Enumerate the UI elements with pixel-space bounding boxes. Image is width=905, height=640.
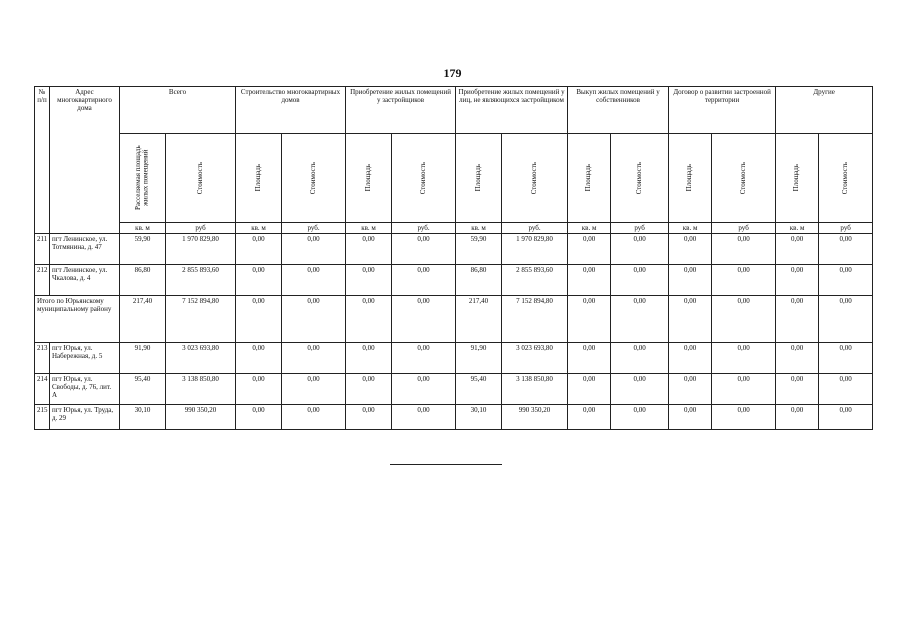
row-address: пгт Ленинское, ул. Тотмянина, д. 47	[50, 234, 120, 265]
table-row	[35, 343, 873, 374]
total-value: 217,40	[456, 296, 502, 343]
total-value: 0,00	[776, 296, 819, 343]
cell-value: 59,90	[456, 234, 502, 265]
cell-value: 0,00	[392, 405, 456, 430]
subheader-cell	[120, 134, 166, 223]
total-value: 0,00	[819, 296, 873, 343]
total-value: 0,00	[712, 296, 776, 343]
total-row	[35, 296, 873, 343]
cell-value: 0,00	[669, 343, 712, 374]
cell-value: 0,00	[776, 343, 819, 374]
subheader-cell	[392, 134, 456, 223]
cell-value: 0,00	[819, 374, 873, 405]
cell-value: 0,00	[819, 265, 873, 296]
row-num: 214	[35, 374, 50, 405]
total-value: 7 152 894,80	[502, 296, 568, 343]
cell-value: 0,00	[669, 265, 712, 296]
cell-value: 0,00	[819, 234, 873, 265]
subheader-label: Стоимость	[840, 161, 849, 195]
cell-value: 1 970 829,80	[166, 234, 236, 265]
header-group-development-agreement: Договор о развитии застроенной территории	[669, 87, 776, 134]
cell-value: 0,00	[392, 265, 456, 296]
subheader-label: Стоимость	[308, 161, 317, 195]
total-value: 0,00	[392, 296, 456, 343]
subheader-cell	[568, 134, 611, 223]
table-row	[35, 265, 873, 296]
subheader-cell	[611, 134, 669, 223]
cell-value: 0,00	[236, 234, 282, 265]
cell-value: 86,80	[120, 265, 166, 296]
cell-value: 990 350,20	[502, 405, 568, 430]
cell-value: 30,10	[456, 405, 502, 430]
row-address: пгт Юрья, ул. Набережная, д. 5	[50, 343, 120, 374]
header-address: Адрес многоквартирного дома	[50, 87, 120, 234]
cell-value: 0,00	[346, 405, 392, 430]
closing-divider-line	[390, 464, 502, 465]
subheader-label: Площадь	[473, 164, 482, 192]
unit-cell: руб	[611, 223, 669, 234]
unit-cell: руб.	[502, 223, 568, 234]
subheader-cell	[819, 134, 873, 223]
subheader-cell	[282, 134, 346, 223]
cell-value: 0,00	[282, 374, 346, 405]
total-value: 0,00	[611, 296, 669, 343]
cell-value: 0,00	[611, 405, 669, 430]
subheader-row	[35, 134, 873, 223]
cell-value: 0,00	[776, 234, 819, 265]
cell-value: 0,00	[712, 234, 776, 265]
subheader-label: Площадь	[584, 164, 593, 192]
header-group-buyout: Выкуп жилых помещений у собственников	[568, 87, 669, 134]
unit-cell: руб	[166, 223, 236, 234]
cell-value: 95,40	[120, 374, 166, 405]
subheader-label: Площадь	[792, 164, 801, 192]
cell-value: 990 350,20	[166, 405, 236, 430]
subheader-label: Площадь	[253, 164, 262, 192]
subheader-label: Стоимость	[634, 161, 643, 195]
subheader-cell	[669, 134, 712, 223]
total-value: 0,00	[236, 296, 282, 343]
subheader-label: Площадь	[363, 164, 372, 192]
row-num: 215	[35, 405, 50, 430]
cell-value: 0,00	[669, 234, 712, 265]
cell-value: 0,00	[282, 343, 346, 374]
cell-value: 0,00	[611, 234, 669, 265]
cell-value: 0,00	[392, 234, 456, 265]
header-group-purchase-non-developers: Приобретение жилых помещений у лиц, не являющихся застройщиком	[456, 87, 568, 134]
subheader-cell	[236, 134, 282, 223]
total-value: 0,00	[568, 296, 611, 343]
cell-value: 3 138 850,80	[502, 374, 568, 405]
cell-value: 0,00	[669, 374, 712, 405]
cell-value: 0,00	[776, 405, 819, 430]
cell-value: 0,00	[346, 374, 392, 405]
unit-cell: кв. м	[236, 223, 282, 234]
unit-cell: руб.	[392, 223, 456, 234]
page-number: 179	[443, 66, 462, 80]
row-num: 212	[35, 265, 50, 296]
cell-value: 0,00	[611, 265, 669, 296]
cell-value: 0,00	[712, 265, 776, 296]
cell-value: 0,00	[282, 405, 346, 430]
cell-value: 0,00	[568, 374, 611, 405]
cell-value: 0,00	[776, 265, 819, 296]
total-label: Итого по Юрьянскому муниципальному району	[35, 296, 120, 343]
unit-cell: руб	[819, 223, 873, 234]
cell-value: 0,00	[392, 374, 456, 405]
cell-value: 91,90	[120, 343, 166, 374]
cell-value: 0,00	[392, 343, 456, 374]
header-num: № п/п	[35, 87, 50, 234]
cell-value: 0,00	[568, 234, 611, 265]
cell-value: 0,00	[236, 265, 282, 296]
header-group-other: Другие	[776, 87, 873, 134]
total-value: 0,00	[282, 296, 346, 343]
subheader-cell	[712, 134, 776, 223]
cell-value: 59,90	[120, 234, 166, 265]
cell-value: 0,00	[568, 265, 611, 296]
unit-cell: кв. м	[669, 223, 712, 234]
cell-value: 0,00	[282, 265, 346, 296]
cell-value: 0,00	[776, 374, 819, 405]
cell-value: 0,00	[611, 374, 669, 405]
cell-value: 0,00	[611, 343, 669, 374]
cell-value: 3 023 693,80	[502, 343, 568, 374]
total-value: 7 152 894,80	[166, 296, 236, 343]
cell-value: 0,00	[819, 405, 873, 430]
subheader-label: Стоимость	[195, 161, 204, 195]
unit-cell: кв. м	[456, 223, 502, 234]
cell-value: 2 855 893,60	[502, 265, 568, 296]
units-row	[35, 223, 873, 234]
header-row	[35, 87, 873, 134]
table-row	[35, 234, 873, 265]
subheader-cell	[502, 134, 568, 223]
cell-value: 86,80	[456, 265, 502, 296]
total-value: 0,00	[346, 296, 392, 343]
cell-value: 0,00	[712, 374, 776, 405]
cell-value: 3 023 693,80	[166, 343, 236, 374]
unit-cell: руб	[712, 223, 776, 234]
header-group-total: Всего	[120, 87, 236, 134]
subheader-label: Стоимость	[418, 161, 427, 195]
cell-value: 0,00	[346, 343, 392, 374]
cell-value: 2 855 893,60	[166, 265, 236, 296]
unit-cell: кв. м	[568, 223, 611, 234]
resettlement-table	[34, 86, 873, 430]
header-group-purchase-developers: Приобретение жилых помещений у застройщиков	[346, 87, 456, 134]
row-address: пгт Юрья, ул. Свободы, д. 76, лит. А	[50, 374, 120, 405]
subheader-cell	[456, 134, 502, 223]
total-value: 217,40	[120, 296, 166, 343]
cell-value: 0,00	[568, 405, 611, 430]
subheader-cell	[346, 134, 392, 223]
table-row	[35, 374, 873, 405]
subheader-label: Стоимость	[738, 161, 747, 195]
table-row	[35, 405, 873, 430]
unit-cell: кв. м	[120, 223, 166, 234]
cell-value: 0,00	[346, 234, 392, 265]
row-num: 213	[35, 343, 50, 374]
row-address: пгт Юрья, ул. Труда, д. 29	[50, 405, 120, 430]
total-value: 0,00	[669, 296, 712, 343]
unit-cell: кв. м	[346, 223, 392, 234]
cell-value: 0,00	[712, 343, 776, 374]
subheader-label: Расселяемая площадь жилых помещений	[133, 145, 150, 211]
cell-value: 0,00	[346, 265, 392, 296]
cell-value: 95,40	[456, 374, 502, 405]
cell-value: 0,00	[236, 374, 282, 405]
cell-value: 1 970 829,80	[502, 234, 568, 265]
cell-value: 30,10	[120, 405, 166, 430]
row-address: пгт Ленинское, ул. Чкалова, д. 4	[50, 265, 120, 296]
subheader-cell	[166, 134, 236, 223]
cell-value: 0,00	[568, 343, 611, 374]
cell-value: 0,00	[282, 234, 346, 265]
unit-cell: кв. м	[776, 223, 819, 234]
subheader-cell	[776, 134, 819, 223]
cell-value: 0,00	[712, 405, 776, 430]
subheader-label: Стоимость	[529, 161, 538, 195]
cell-value: 3 138 850,80	[166, 374, 236, 405]
unit-cell: руб.	[282, 223, 346, 234]
header-group-construction: Строительство многоквартирных домов	[236, 87, 346, 134]
cell-value: 0,00	[236, 343, 282, 374]
cell-value: 91,90	[456, 343, 502, 374]
subheader-label: Площадь	[685, 164, 694, 192]
row-num: 211	[35, 234, 50, 265]
cell-value: 0,00	[236, 405, 282, 430]
cell-value: 0,00	[669, 405, 712, 430]
cell-value: 0,00	[819, 343, 873, 374]
